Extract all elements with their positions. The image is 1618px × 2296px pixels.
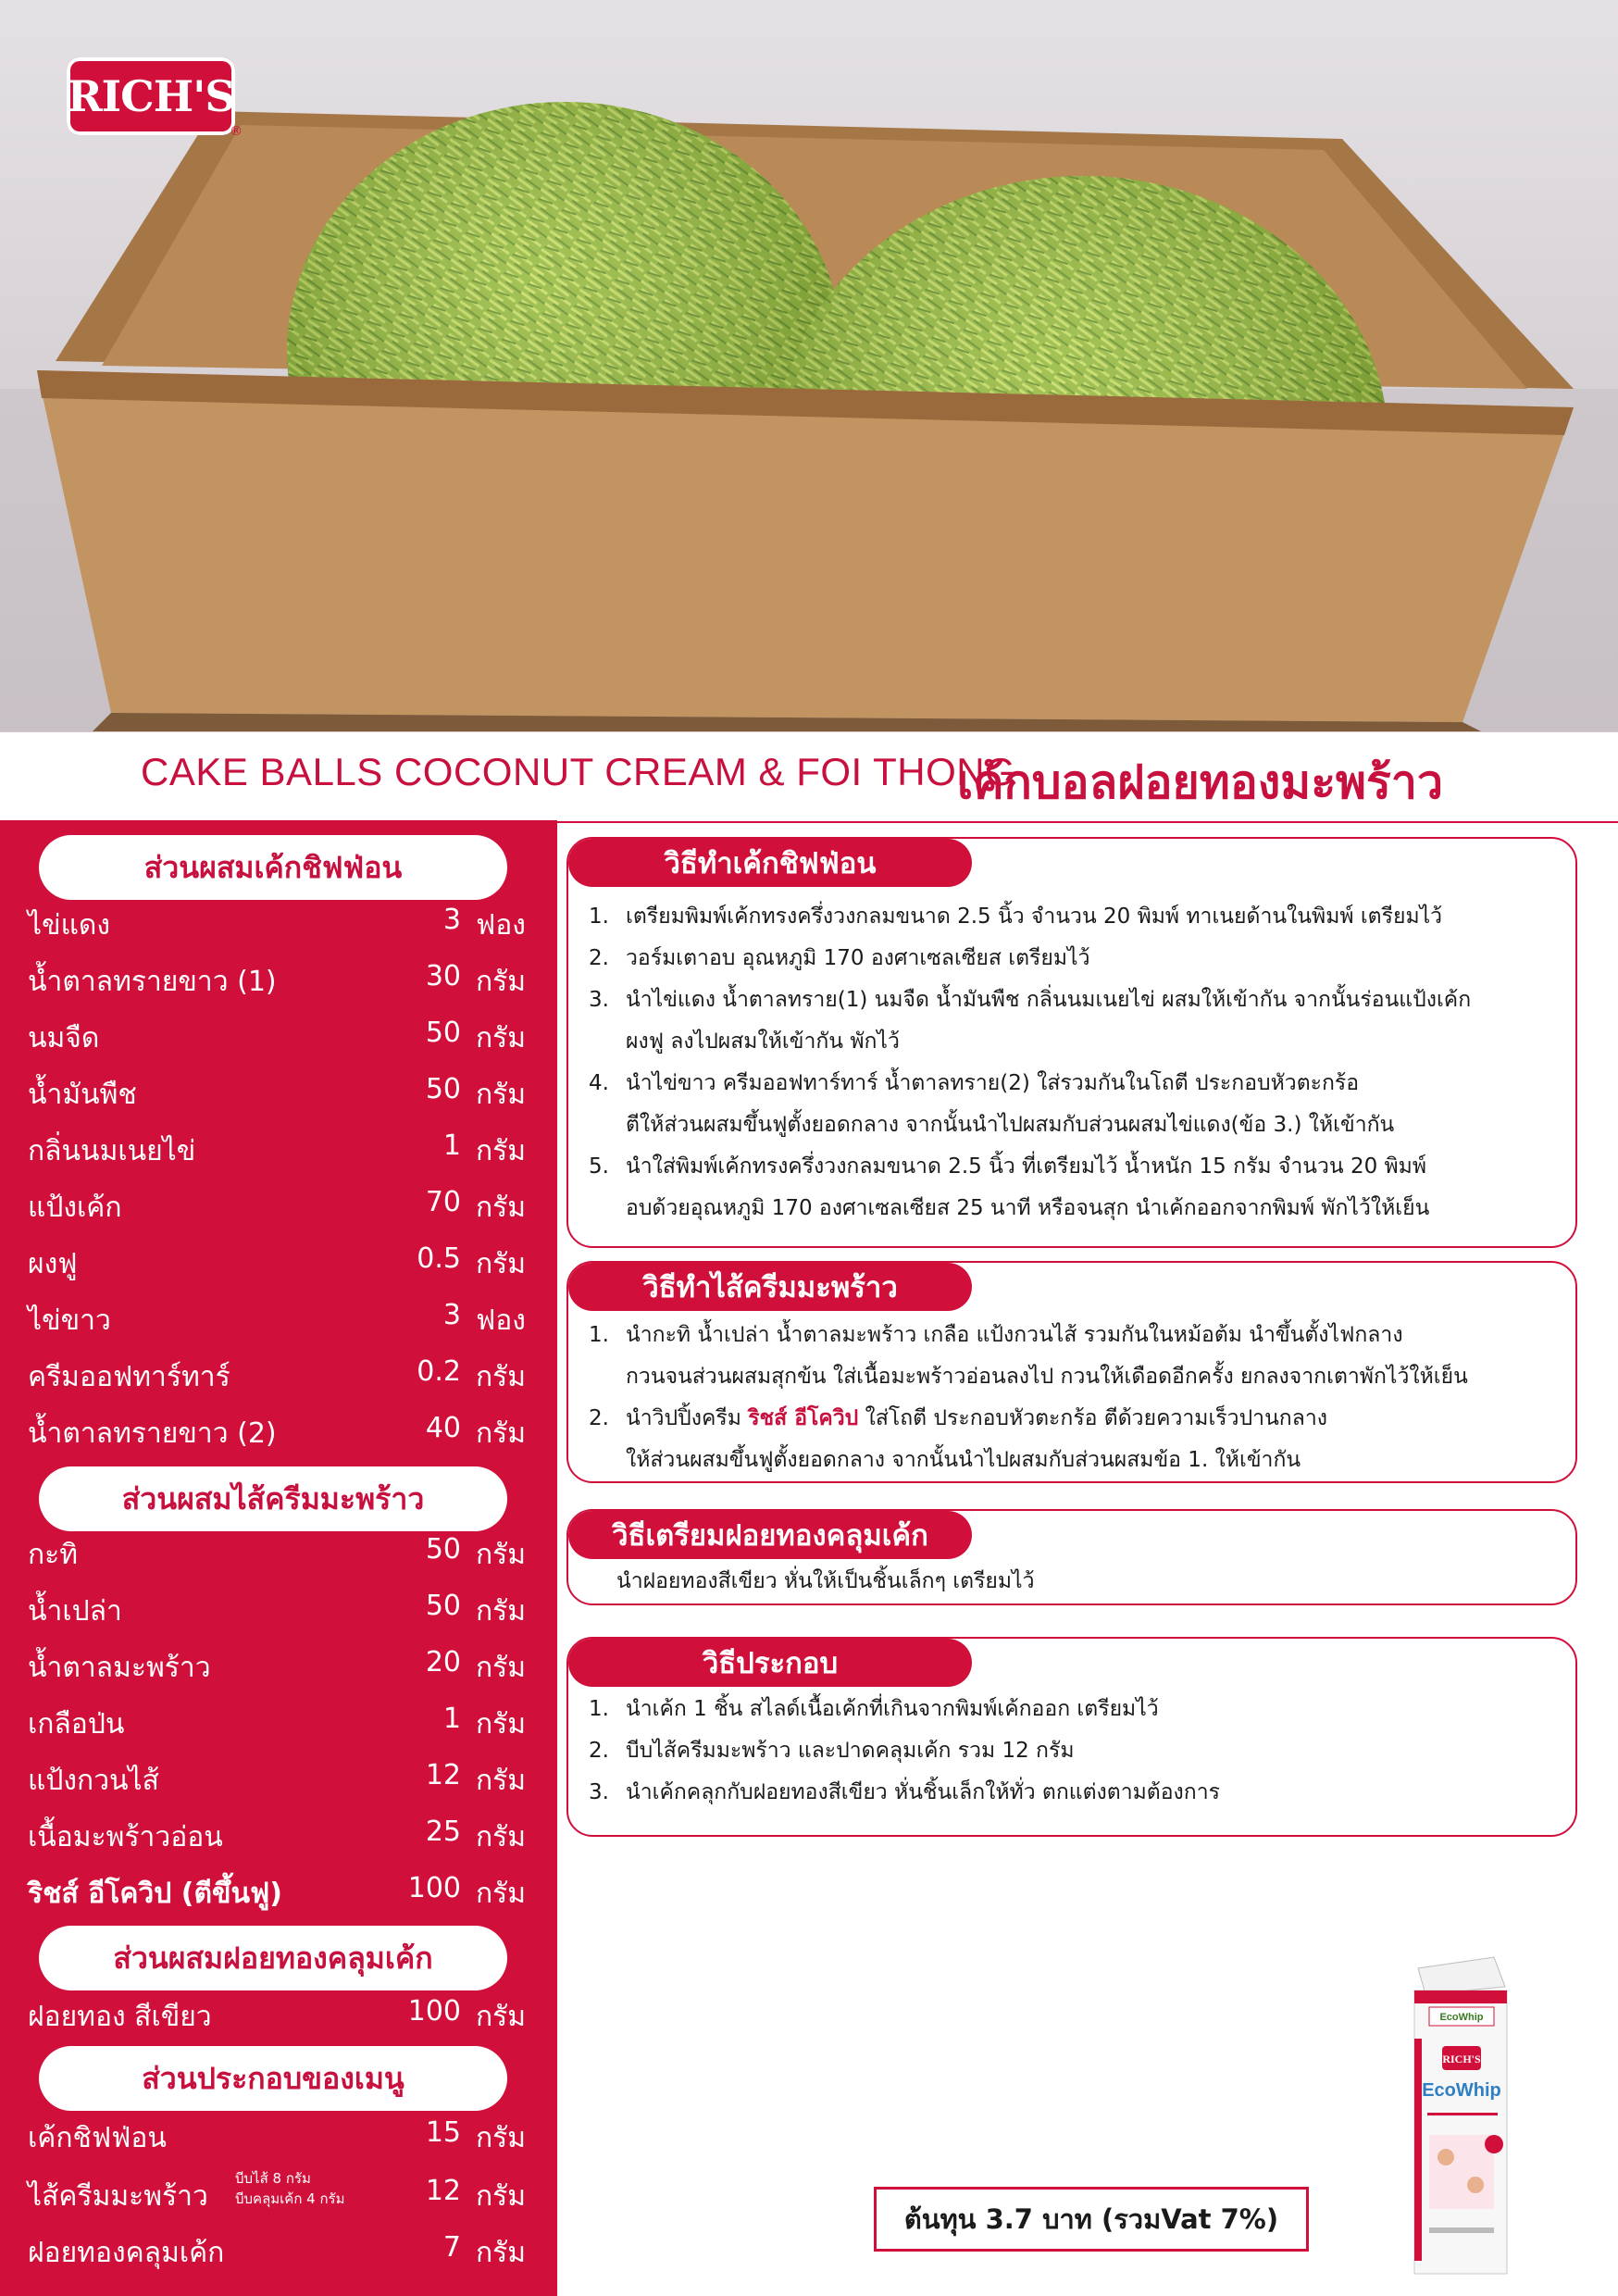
ingredient-name: น้ำตาลทรายขาว (1) — [28, 966, 277, 998]
section-title-chiffon: ส่วนผสมเค้กชิฟฟ่อน — [39, 835, 507, 900]
method-step-line — [579, 1561, 1035, 1603]
method-step-line — [589, 1021, 1471, 1063]
step-number: 1. — [589, 1323, 609, 1347]
ingredient-unit: กรัม — [476, 1708, 527, 1741]
ingredient-qty: 50 — [425, 1533, 461, 1566]
step-text: นำฝอยทองสีเขียว หั่นให้เป็นชิ้นเล็กๆ เตรียมไว้ — [616, 1569, 1035, 1593]
method-steps-coconut-filling — [589, 1315, 1468, 1481]
ingredient-name: ฝอยทองคลุมเค้ก — [28, 2237, 225, 2269]
ingredient-unit: กรัม — [476, 2237, 527, 2269]
method-step-line — [589, 1063, 1471, 1104]
cost-box: ต้นทุน 3.7 บาท (รวมVat 7%) — [874, 2187, 1309, 2252]
section-title-foi-thong: ส่วนผสมฝอยทองคลุมเค้ก — [39, 1926, 507, 1990]
step-text: นำไข่ขาว ครีมออฟทาร์ทาร์ น้ำตาลทราย(2) ใส่รวมกันในโถตี ประกอบหัวตะกร้อ — [626, 1071, 1360, 1095]
ingredient-qty: 50 — [425, 1073, 461, 1105]
method-step-line — [589, 1730, 1220, 1772]
ingredient-unit: กรัม — [476, 1135, 527, 1167]
ingredient-row — [28, 960, 528, 1006]
ingredient-row — [28, 1995, 528, 2041]
ingredient-qty: 12 — [425, 1759, 461, 1791]
ingredient-qty: 50 — [425, 1590, 461, 1622]
ingredient-qty: 15 — [425, 2116, 461, 2149]
method-title-foi-thong: วิธีเตรียมฝอยทองคลุมเค้ก — [568, 1511, 972, 1559]
method-step-line — [589, 1440, 1468, 1481]
ingredient-unit: กรัม — [476, 1079, 527, 1111]
ingredient-unit: กรัม — [476, 1248, 527, 1280]
ingredient-row — [28, 1646, 528, 1692]
method-step-line — [589, 1188, 1471, 1229]
logo-text: RICH'S — [67, 71, 235, 121]
step-number: 5. — [589, 1154, 609, 1179]
step-text: ให้ส่วนผสมขึ้นฟูตั้งยอดกลาง จากนั้นนำไปผสมกับส่วนผสมข้อ 1. ให้เข้ากัน — [626, 1448, 1301, 1472]
ingredient-row — [28, 2116, 528, 2163]
ingredient-row — [28, 1073, 528, 1119]
ingredient-qty: 50 — [425, 1017, 461, 1049]
registered-mark: ® — [230, 124, 243, 139]
step-text: บีบไส้ครีมมะพร้าว และปาดคลุมเค้ก รวม 12 กรัม — [626, 1739, 1075, 1763]
ingredient-name: ริชส์ อีโควิป (ตีขึ้นฟู) — [28, 1878, 282, 1910]
step-number: 1. — [589, 905, 609, 929]
step-text: เตรียมพิมพ์เค้กทรงครึ่งวงกลมขนาด 2.5 นิ้ว จำนวน 20 พิมพ์ ทาเนยด้านในพิมพ์ เตรียมไว้ — [626, 905, 1443, 929]
carton-brand: RICH'S — [1442, 2053, 1481, 2065]
method-step-line — [589, 980, 1471, 1021]
ingredient-row — [28, 1703, 528, 1749]
ingredient-qty: 25 — [425, 1816, 461, 1848]
step-number: 3. — [589, 1780, 609, 1804]
ingredient-row — [28, 1759, 528, 1805]
carton-name: EcoWhip — [1422, 2080, 1501, 2101]
ingredient-note: บีบคลุมเค้ก 4 กรัม — [235, 2190, 345, 2207]
ingredient-row — [28, 1872, 528, 1918]
ingredient-unit: ฟอง — [476, 1304, 526, 1337]
ingredient-qty: 1 — [442, 1129, 461, 1162]
ingredient-row — [28, 1299, 528, 1345]
recipe-title-th: เค้กบอลฝอยทองมะพร้าว — [957, 756, 1444, 808]
method-title-chiffon: วิธีทำเค้กชิฟฟ่อน — [568, 839, 972, 887]
step-text: นำกะทิ น้ำเปล่า น้ำตาลมะพร้าว เกลือ แป้งกวนไส้ รวมกันในหม้อต้ม นำขึ้นตั้งไฟกลาง — [626, 1323, 1403, 1347]
ingredient-name: แป้งกวนไส้ — [28, 1765, 159, 1797]
method-steps-foi-thong — [579, 1561, 1035, 1603]
recipe-title-en: CAKE BALLS COCONUT CREAM & FOI THONG — [141, 750, 1016, 793]
method-step-line — [589, 1146, 1471, 1188]
ingredient-row — [28, 1186, 528, 1232]
ingredient-unit: กรัม — [476, 1539, 527, 1571]
ingredient-unit: กรัม — [476, 1821, 527, 1853]
ingredient-row — [28, 1533, 528, 1579]
method-steps-assembly — [589, 1689, 1220, 1814]
ingredient-unit: กรัม — [476, 1022, 527, 1054]
step-text: นำใส่พิมพ์เค้กทรงครึ่งวงกลมขนาด 2.5 นิ้ว ที่เตรียมไว้ น้ำหนัก 15 กรัม จำนวน 20 พิมพ์ — [626, 1154, 1427, 1179]
ingredient-name: น้ำมันพืช — [28, 1079, 137, 1111]
ingredient-qty: 40 — [425, 1412, 461, 1444]
step-number: 1. — [589, 1697, 609, 1721]
ingredient-name: เนื้อมะพร้าวอ่อน — [28, 1821, 223, 1853]
ingredient-qty: 20 — [425, 1646, 461, 1678]
step-number: 2. — [589, 1739, 609, 1763]
ingredient-unit: กรัม — [476, 966, 527, 998]
method-step-line — [589, 1315, 1468, 1356]
brand-logo — [67, 57, 235, 135]
ingredient-unit: กรัม — [476, 1192, 527, 1224]
ingredient-unit: กรัม — [476, 2001, 527, 2033]
step-text: อบด้วยอุณหภูมิ 170 องศาเซลเซียส 25 นาที หรือจนสุก นำเค้กออกจากพิมพ์ พักไว้ให้เย็น — [626, 1196, 1430, 1220]
ingredient-row — [28, 1816, 528, 1862]
method-step-line — [589, 1398, 1468, 1440]
ingredient-name: น้ำตาลมะพร้าว — [28, 1652, 211, 1684]
product-highlight: ริชส์ อีโควิป — [748, 1406, 859, 1430]
ingredient-row — [28, 904, 528, 950]
method-title-assembly: วิธีประกอบ — [568, 1639, 972, 1687]
section-title-coconut-filling: ส่วนผสมไส้ครีมมะพร้าว — [39, 1466, 507, 1531]
ingredient-unit: กรัม — [476, 1878, 527, 1910]
ingredient-qty: 3 — [442, 904, 461, 936]
ingredient-row — [28, 2170, 528, 2221]
ingredient-name: ผงฟู — [28, 1248, 78, 1280]
ingredient-name: น้ำตาลทรายขาว (2) — [28, 1417, 277, 1450]
ingredient-qty: 70 — [425, 1186, 461, 1218]
step-text: นำเค้กคลุกกับฝอยทองสีเขียว หั่นชิ้นเล็กให้ทั่ว ตกแต่งตามต้องการ — [626, 1780, 1220, 1804]
cake-balls-photo — [0, 0, 1618, 731]
ingredient-name: ฝอยทอง สีเขียว — [28, 2001, 212, 2033]
step-text: ผงฟู ลงไปผสมให้เข้ากัน พักไว้ — [626, 1029, 900, 1054]
carton-name-small: EcoWhip — [1439, 2012, 1484, 2023]
ingredient-unit: กรัม — [476, 1595, 527, 1628]
ingredient-name: ไข่แดง — [28, 909, 111, 942]
ingredient-unit: กรัม — [476, 1417, 527, 1450]
ingredient-unit: กรัม — [476, 2180, 527, 2213]
ingredient-name: เค้กชิฟฟ่อน — [28, 2122, 167, 2154]
ingredient-name: ครีมออฟทาร์ทาร์ — [28, 1361, 230, 1393]
method-steps-chiffon — [589, 896, 1471, 1229]
ingredient-unit: กรัม — [476, 1652, 527, 1684]
ingredient-qty: 1 — [442, 1703, 461, 1735]
ingredient-row — [28, 1242, 528, 1289]
step-number: 2. — [589, 1406, 609, 1430]
step-number: 2. — [589, 946, 609, 970]
ingredient-row — [28, 1017, 528, 1063]
method-step-line — [589, 938, 1471, 980]
method-step-line — [589, 1772, 1220, 1814]
step-number: 3. — [589, 988, 609, 1012]
step-text: นำเค้ก 1 ชิ้น สไลด์เนื้อเค้กที่เกินจากพิมพ์เค้กออก เตรียมไว้ — [626, 1697, 1159, 1721]
hero-photo — [0, 0, 1618, 731]
ingredient-row — [28, 1355, 528, 1402]
ingredient-name: ไส้ครีมมะพร้าว — [28, 2180, 208, 2213]
ingredient-qty: 0.2 — [417, 1355, 461, 1388]
ingredient-row — [28, 1590, 528, 1636]
method-step-line — [589, 1689, 1220, 1730]
ingredient-name: นมจืด — [28, 1022, 100, 1054]
ingredient-name: แป้งเค้ก — [28, 1192, 122, 1224]
ingredient-qty: 30 — [425, 960, 461, 992]
ingredient-name: เกลือป่น — [28, 1708, 125, 1741]
ingredient-name: ไข่ขาว — [28, 1304, 111, 1337]
step-text: นำวิปปิ้งครีม ริชส์ อีโควิป ใส่โถตี ประกอบหัวตะกร้อ ตีด้วยความเร็วปานกลาง — [626, 1406, 1327, 1430]
step-text: กวนจนส่วนผสมสุกข้น ใส่เนื้อมะพร้าวอ่อนลงไป กวนให้เดือดอีกครั้ง ยกลงจากเตาพักไว้ให้เย็น — [626, 1365, 1468, 1389]
ingredient-name: น้ำเปล่า — [28, 1595, 122, 1628]
ingredient-qty: 12 — [425, 2175, 461, 2207]
method-step-line — [589, 1356, 1468, 1398]
step-text: วอร์มเตาอบ อุณหภูมิ 170 องศาเซลเซียส เตรียมไว้ — [626, 946, 1090, 970]
step-number: 4. — [589, 1071, 609, 1095]
ingredient-qty: 3 — [442, 1299, 461, 1331]
ingredient-qty: 7 — [442, 2231, 461, 2264]
ingredient-unit: ฟอง — [476, 909, 526, 942]
step-text: ตีให้ส่วนผสมขึ้นฟูตั้งยอดกลาง จากนั้นนำไปผสมกับส่วนผสมไข่แดง(ข้อ 3.) ให้เข้ากัน — [626, 1113, 1395, 1137]
section-title-assembly: ส่วนประกอบของเมนู — [39, 2046, 507, 2111]
method-step-line — [589, 1104, 1471, 1146]
ingredient-row — [28, 1129, 528, 1176]
ingredient-unit: กรัม — [476, 1361, 527, 1393]
ingredient-qty: 100 — [407, 1872, 461, 1904]
ingredient-row — [28, 1412, 528, 1458]
ingredient-name: กะทิ — [28, 1539, 79, 1571]
ecowhip-carton-image — [1401, 1950, 1522, 2279]
ingredient-unit: กรัม — [476, 1765, 527, 1797]
step-text: นำไข่แดง น้ำตาลทราย(1) นมจืด น้ำมันพืช กลิ่นนมเนยไข่ ผสมให้เข้ากัน จากนั้นร่อนแป้งเค้ก — [626, 988, 1472, 1012]
ingredient-unit: กรัม — [476, 2122, 527, 2154]
ingredient-note: บีบไส้ 8 กรัม — [235, 2170, 311, 2187]
ingredient-name: กลิ่นนมเนยไข่ — [28, 1135, 196, 1167]
method-step-line — [589, 896, 1471, 938]
ingredient-row — [28, 2231, 528, 2277]
ingredient-qty: 0.5 — [417, 1242, 461, 1275]
ingredient-qty: 100 — [407, 1995, 461, 2028]
method-title-coconut-filling: วิธีทำไส้ครีมมะพร้าว — [568, 1263, 972, 1311]
